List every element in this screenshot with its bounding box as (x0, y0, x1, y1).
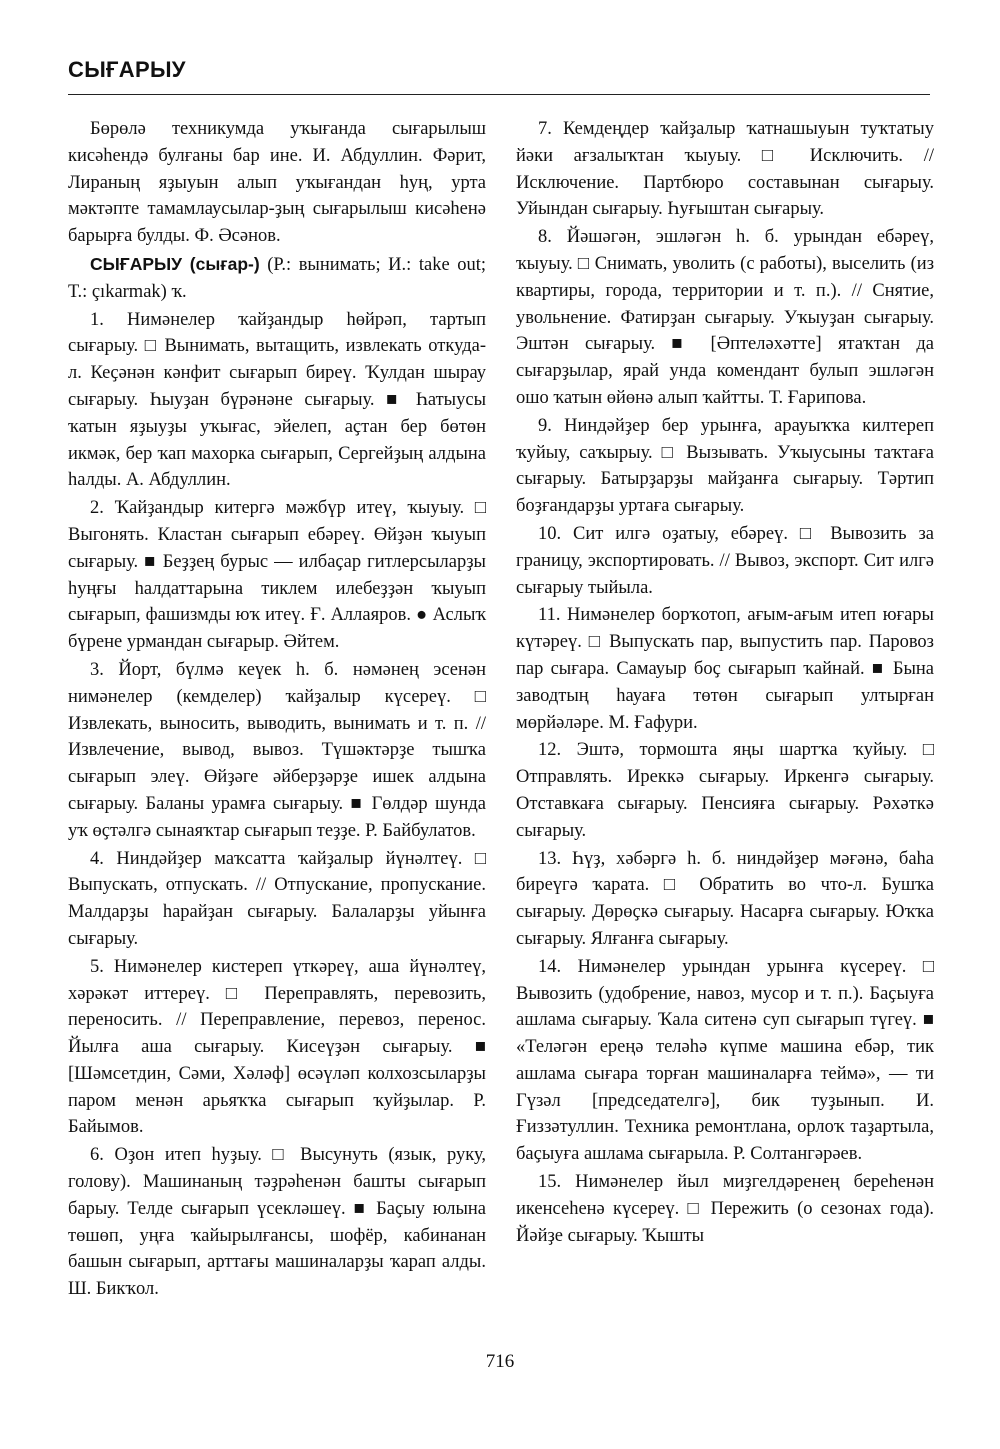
right-column (516, 116, 934, 1250)
sense-5: 5. Нимәнелер кистереп үткәреү, аша йүнәлтеү, хәрәкәт иттереү. □ Переправлять, перевозить, переносить. // Переправление, перевоз, перенос. Йылға аша сығарыу. Кисеүҙән сығарыу. ■ [Шәмсетдин, Сәми, Хәләф] өсәүләп колхозсыларҙы паром менән арьяҡҡа сығарып ҡуйҙылар. Р. Байымов. (68, 956, 486, 1138)
headword-translations: (Р.: вынимать; И.: take out; Т.: çıkarmak) ҡ. (68, 254, 486, 302)
page-number: 716 (485, 1351, 515, 1372)
sense-7: 7. Кемдеңдер ҡайҙалыр ҡатнашыуын туҡтатыу йәки ағзалыҡтан ҡыуыу. □ Исключить. // Исключение. Партбюро составынан сығарыу. Уйындан сығарыу. Һуғыштан сығарыу. (516, 119, 934, 220)
sense-3: 3. Йорт, бүлмә кеүек һ. б. нәмәнең эсенән нимәнелер (кемделер) ҡайҙалыр күсереү. □ Извлекать, выносить, выводить, вынимать и т. п. // Извлечение, вывод, вывоз. Түшәктәрҙе тышҡа сығарып элеү. Өйҙәге әйберҙәрҙе ишек алдына сығарыу. Баланы урамға сығарыу. ■ Гөлдәр шунда уҡ өҫтәлгә сынаяҡтар сығарып теҙҙе. Р. Байбулатов. (68, 659, 486, 841)
running-head: СЫҒАРЫУ (68, 57, 186, 82)
sense-2: 2. Ҡайҙандыр китергә мәжбүр итеү, ҡыуыу. □ Выгонять. Кластан сығарып ебәреү. Өйҙән ҡыуып сығарыу. ■ Беҙҙең бурыс — илбаҫар гитлерсыларҙы һуңғы һалдаттарына тиклем илебеҙҙән ҡыуып сығарып, фашизмды юҡ итеү. Ғ. Аллаяров. ● Аслыҡ бүрене урмандан сығарыр. Әйтем. (68, 498, 486, 653)
left-continuation-paragraph: Бөрөлә техникумда уҡығанда сығарылыш кисәһендә булғаны бар ине. И. Абдуллин. Фәрит, Лираның яҙыуын алып уҡығандан һуң, урта мәктәпте тамамлаусылар-ҙың сығарылыш кисәһенә барырға булды. Ф. Әсәнов. (68, 119, 486, 247)
sense-4: 4. Ниндәйҙер маҡсатта ҡайҙалыр йүнәлтеү. □ Выпускать, отпускать. // Отпускание, пропускание. Малдарҙы һарайҙан сығарыу. Балаларҙы уйынға сығарыу. (68, 848, 486, 949)
entry-headword-paragraph (68, 251, 486, 306)
sense-6: 6. Оҙон итеп һуҙыу. □ Высунуть (язык, руку, голову). Машинаның тәҙрәһенән башты сығарып барыу. Телде сығарып үсекләшеү. ■ Баҫыу юлына төшөп, уңға ҡайырылғансы, шофёр, кабинанан башын сығарып, арттағы машиналарҙы ҡарап алды. Ш. Бикҡол. (68, 1145, 486, 1300)
sense-14: 14. Нимәнелер урындан урынға күсереү. □ Вывозить (удобрение, навоз, мусор и т. п.). Баҫыуға ашлама сығарыу. Ҡала ситенә суп сығарып түгеү. ■ «Теләгән ереңә теләһә күпме машина ебәр, тик ашлама сығара торған машиналарға теймә», — ти Гүзәл [председателгә], бик туҙынып. И. Ғиззәтуллин. Техника ремонтлана, орлоҡ таҙартыла, баҫыуға ашлама сығарыла. Р. Солтангәрәев. (516, 956, 934, 1165)
left-column (68, 116, 486, 1304)
sense-10: 10. Сит илгә оҙатыу, ебәреү. □ Вывозить за границу, экспортировать. // Вывоз, экспорт. Сит илгә сығарыу тыйыла. (516, 523, 934, 598)
sense-8: 8. Йәшәгән, эшләгән һ. б. урындан ебәреү, ҡыуыу. □ Снимать, уволить (с работы), выселить (из квартиры, города, территории и т. п.). // Снятие, увольнение. Фатирҙан сығарыу. Уҡыуҙан сығарыу. Эштән сығарыу. ■ [Әптеләхәтте] ятаҡтан да сығарҙылар, ярай унда комендант булып эшләгән ошо ҡатын өйөнә алып ҡайтты. Т. Ғарипова. (516, 227, 934, 408)
entry-headword: СЫҒАРЫУ (сығар-) (90, 253, 260, 274)
sense-15: 15. Нимәнелер йыл миҙгелдәренең береһенән икенсеһенә күсереү. □ Пережить (о сезонах года). Йәйҙе сығарыу. Ҡышты (516, 1172, 934, 1246)
sense-1: 1. Нимәнелер ҡайҙандыр һөйрәп, тартып сығарыу. □ Вынимать, вытащить, извлекать откуда-л. Кеҫәнән кәнфит сығарып биреү. Ҡулдан шырау сығарыу. Һыуҙан бүрәнәне сығарыу. ■ Һатыусы ҡатын яҙыуҙы уҡығас, эйелеп, аҫтан бер бөтөн икмәк, бер ҡап махорка сығарып, Сергейҙың алдына һалды. А. Абдуллин. (68, 309, 486, 491)
header-rule (68, 94, 930, 95)
sense-12: 12. Эштә, тормошта яңы шартҡа ҡуйыу. □ Отправлять. Иреккә сығарыу. Иркенгә сығарыу. Отставкаға сығарыу. Пенсияға сығарыу. Рәхәткә сығарыу. (516, 740, 934, 841)
sense-11: 11. Нимәнелер борҡотоп, ағым-ағым итеп юғары күтәреү. □ Выпускать пар, выпустить пар. Паровоз пар сығара. Самауыр боҫ сығарып ҡайнай. ■ Бына заводтың һауаға төтөн сығарып ултырған мөрйәләре. М. Ғафури. (516, 605, 934, 733)
sense-13: 13. Һүҙ, хәбәргә һ. б. ниндәйҙер мәғәнә, баһа биреүгә ҡарата. □ Обратить во что-л. Бушҡа сығарыу. Дөрөҫкә сығарыу. Насарға сығарыу. Юҡҡа сығарыу. Ялғанға сығарыу. (516, 848, 934, 949)
sense-9: 9. Ниндәйҙер бер урынға, арауыҡҡа килтереп ҡуйыу, саҡырыу. □ Вызывать. Уҡыусыны таҡтаға сығарыу. Батырҙарҙы майҙанға сығарыу. Тәртип боҙғандарҙы уртаға сығарыу. (516, 415, 934, 517)
